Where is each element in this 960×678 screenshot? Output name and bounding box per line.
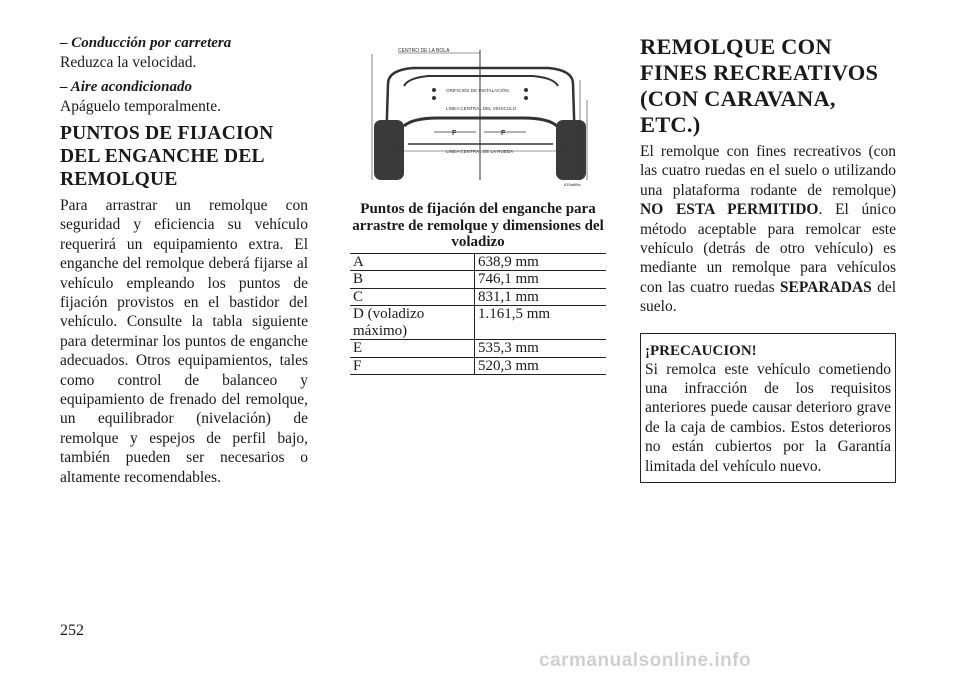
caution-box: [640, 333, 896, 483]
text-not-permitted: NO ESTA PERMITIDO: [640, 201, 819, 219]
right-column: [640, 34, 896, 483]
paragraph-hitch-points: Para arrastrar un remolque con seguridad y eficiencia su vehículo requerirá un equipamiento extra. El enganche del remolque deberá fijarse al vehículo empleando los puntos de fijación provistos en el bastidor del vehículo. Consulte la tabla siguiente para determinar los puntos de enganche adecuados. Otros equipamientos, tales como control de balanceo y equipamiento de frenado del remolque, un equilibrador (nivelación) de remolque y espejos de perfil bajo, también pueden ser necesarios o altamente recomendables.: [60, 197, 308, 486]
label-wheel-centerline: LINEA CENTRAL DE LA RUEDA: [446, 149, 514, 154]
row-value: 638,9 mm: [475, 253, 607, 271]
page-number: 252: [60, 622, 84, 639]
row-key: E: [350, 340, 475, 358]
table-row: [350, 253, 606, 271]
table-row: [350, 306, 606, 340]
text-segment: El remolque con fines recreativos (con las cuatro ruedas en el suelo o utilizando una plataforma rodante de remolque): [640, 143, 896, 199]
heading-hitch-points: PUNTOS DE FIJACION DEL ENGANCHE DEL REMOLQUE: [60, 123, 274, 190]
watermark: carmanualsonline.info: [539, 650, 752, 671]
row-key: F: [350, 357, 475, 375]
heading-recreational-towing: REMOLQUE CON FINES RECREATIVOS (CON CARAVANA, ETC.): [640, 34, 879, 137]
row-value: 1.161,5 mm: [475, 306, 607, 340]
text-reduce-speed: Reduzca la velocidad.: [60, 54, 197, 71]
label-f-left: F: [452, 130, 457, 137]
hitch-diagram: [368, 40, 594, 190]
caution-title: ¡PRECAUCION!: [645, 342, 757, 359]
row-value: 831,1 mm: [475, 288, 607, 306]
row-key: C: [350, 288, 475, 306]
table-caption: Puntos de fijación del enganche para arrastre de remolque y dimensiones del voladizo: [352, 201, 604, 250]
table-row: [350, 271, 606, 289]
subhead-highway: – Conducción por carretera: [60, 35, 232, 51]
row-value: 520,3 mm: [475, 357, 607, 375]
row-key: D (voladizo máximo): [350, 306, 475, 340]
label-vehicle-centerline: LINEA CENTRAL DEL VEHICULO: [446, 106, 517, 111]
subhead-air-conditioning: – Aire acondicionado: [60, 79, 192, 95]
hitch-dimensions-table: [350, 201, 606, 375]
row-key: B: [350, 271, 475, 289]
text-separated: SEPARADAS: [779, 278, 872, 296]
left-column: [60, 34, 308, 487]
label-holes: ORIFICIOS DE INSTALACIÓN: [446, 88, 509, 93]
text-segment: . El único método aceptable para remolcar este vehículo (detrás de otro vehículo) es mediante un remolque para vehículos con las cuatro ruedas: [640, 201, 896, 296]
caution-text: Si remolca este vehículo cometiendo una infracción de los requisitos anteriores puede causar deterioro grave de la caja de cambios. Estos deterioros no están cubiertos por la Garantía limitada del vehículo nuevo.: [645, 360, 891, 475]
table-row: [350, 357, 606, 375]
text-segment: del suelo.: [640, 278, 896, 316]
diagram-code: 815a8f8e: [564, 182, 581, 187]
table-row: [350, 288, 606, 306]
row-value: 535,3 mm: [475, 340, 607, 358]
row-value: 746,1 mm: [475, 271, 607, 289]
label-f-right: F: [501, 130, 506, 137]
table-row: [350, 340, 606, 358]
text-turn-off: Apáguelo temporalmente.: [60, 98, 221, 115]
row-key: A: [350, 253, 475, 271]
paragraph-recreational-towing: [640, 142, 896, 317]
label-ball-center: CENTRO DE LA BOLA: [398, 48, 450, 54]
